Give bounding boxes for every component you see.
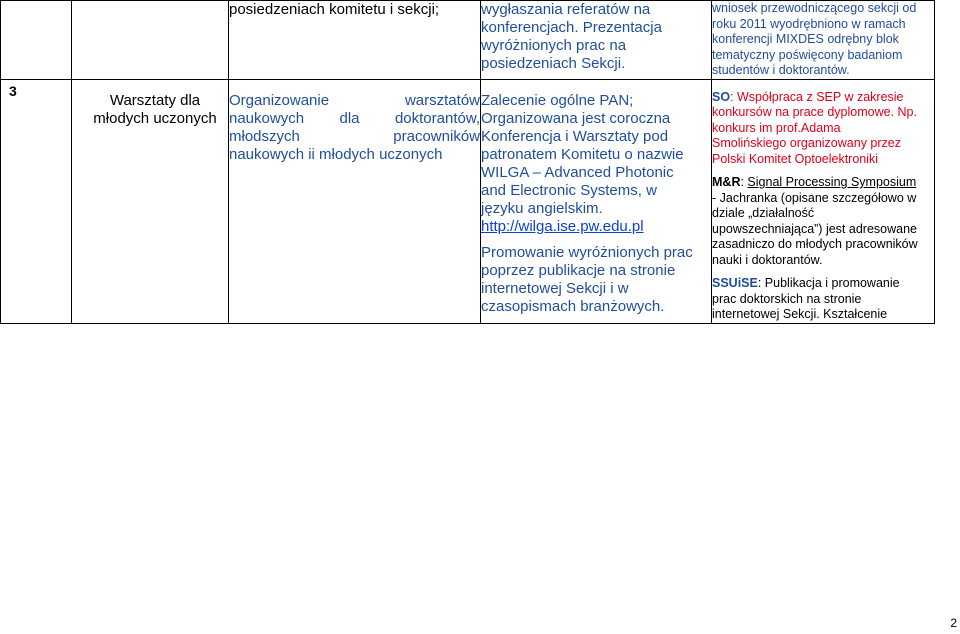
desc-line: Promowanie wyróżnionych prac	[481, 243, 693, 261]
cell-goal-prev	[229, 1, 481, 80]
row-number: 3	[1, 79, 72, 323]
cell-number-prev	[1, 1, 72, 80]
cell-desc-prev	[481, 1, 712, 80]
page-number: 2	[950, 616, 957, 630]
desc-line: Organizowana jest coroczna	[481, 109, 671, 127]
desc-line: czasopismach branżowych.	[481, 297, 665, 315]
desc-prev-line: posiedzeniach Sekcji.	[481, 55, 626, 72]
mr-symposium-link[interactable]: Signal Processing Symposium	[747, 175, 917, 189]
document-table	[0, 0, 935, 324]
desc-prev-line: wyróżnionych prac na	[481, 37, 627, 54]
desc-line: języku angielskim.	[481, 199, 603, 217]
desc-line: Zalecenie ogólne PAN;	[481, 91, 634, 109]
desc-line: Konferencja i Warsztaty pod	[481, 127, 669, 145]
so-line: konkurs im prof.Adama	[712, 120, 841, 135]
row-title-line: Warsztaty dla	[109, 91, 201, 109]
cell-goal	[229, 79, 481, 323]
goal-line: Organizowanie warsztatów	[229, 91, 480, 109]
notes-prev-line: roku 2011 wyodrębniono w ramach	[712, 16, 906, 31]
desc-line: patronatem Komitetu o nazwie	[481, 145, 684, 163]
so-text: : Współpraca z SEP w zakresie	[730, 89, 904, 104]
notes-prev-line: wniosek przewodniczącego sekcji od	[712, 1, 917, 15]
desc-prev-line: konferencjach. Prezentacja	[481, 19, 662, 36]
row-title	[72, 79, 229, 323]
so-paragraph	[712, 90, 934, 168]
ssuise-line: internetowej Sekcji. Kształcenie	[712, 307, 888, 321]
cell-description	[481, 79, 712, 323]
goal-line: młodszych pracowników	[229, 127, 480, 145]
desc-line: poprzez publikacje na stronie	[481, 261, 676, 279]
mr-line: upowszechniająca”) jest adresowane	[712, 221, 917, 236]
cell-notes-prev	[712, 1, 935, 80]
ssuise-paragraph	[712, 276, 934, 323]
goal-line: naukowych dla doktorantów,	[229, 109, 480, 127]
desc-prev-line: wygłaszania referatów na	[481, 1, 651, 18]
goal-prev-text: posiedzeniach komitetu i sekcji;	[229, 1, 440, 18]
table-row	[1, 79, 935, 323]
wilga-link[interactable]: http://wilga.ise.pw.edu.pl	[481, 217, 644, 235]
ssuise-label: SSUiSE	[712, 276, 758, 290]
ssuise-line: prac doktorskich na stronie	[712, 291, 862, 306]
so-line: Polski Komitet Optoelektroniki	[712, 151, 879, 166]
so-label: SO	[712, 89, 731, 104]
mr-line: - Jachranka (opisane szczegółowo w	[712, 190, 917, 205]
goal-line: naukowych ii młodych uczonych	[229, 145, 443, 163]
notes-prev-line: konferencji MIXDES odrębny blok	[712, 32, 899, 46]
row-title-line: młodych uczonych	[93, 109, 217, 127]
notes-prev-line: studentów i doktorantów.	[712, 63, 850, 77]
cell-title-prev	[72, 1, 229, 80]
mr-label: M&R	[712, 175, 741, 189]
table-row	[1, 1, 935, 80]
desc-line: WILGA – Advanced Photonic	[481, 163, 674, 181]
so-line: Smolińskiego organizowany przez	[712, 136, 901, 150]
notes-prev-line: tematyczny poświęcony badaniom	[712, 47, 903, 62]
so-line: konkursów na prace dyplomowe. Np.	[712, 105, 917, 119]
cell-notes	[712, 79, 935, 323]
desc-line: and Electronic Systems, w	[481, 181, 657, 199]
mr-paragraph: M&R: Signal Processing Symposium - Jachranka (opisane szczegółowo w dziale „działalność upowszechniająca”) jest adresowane zasadniczo do młodych pracowników nauki i doktorantów.	[712, 175, 934, 268]
ssuise-text: : Publikacja i promowanie	[757, 276, 900, 290]
mr-line: dziale „działalność	[712, 206, 815, 220]
mr-line: nauki i doktorantów.	[712, 252, 823, 267]
mr-line: zasadniczo do młodych pracowników	[712, 237, 918, 251]
desc-line: internetowej Sekcji i w	[481, 279, 629, 297]
